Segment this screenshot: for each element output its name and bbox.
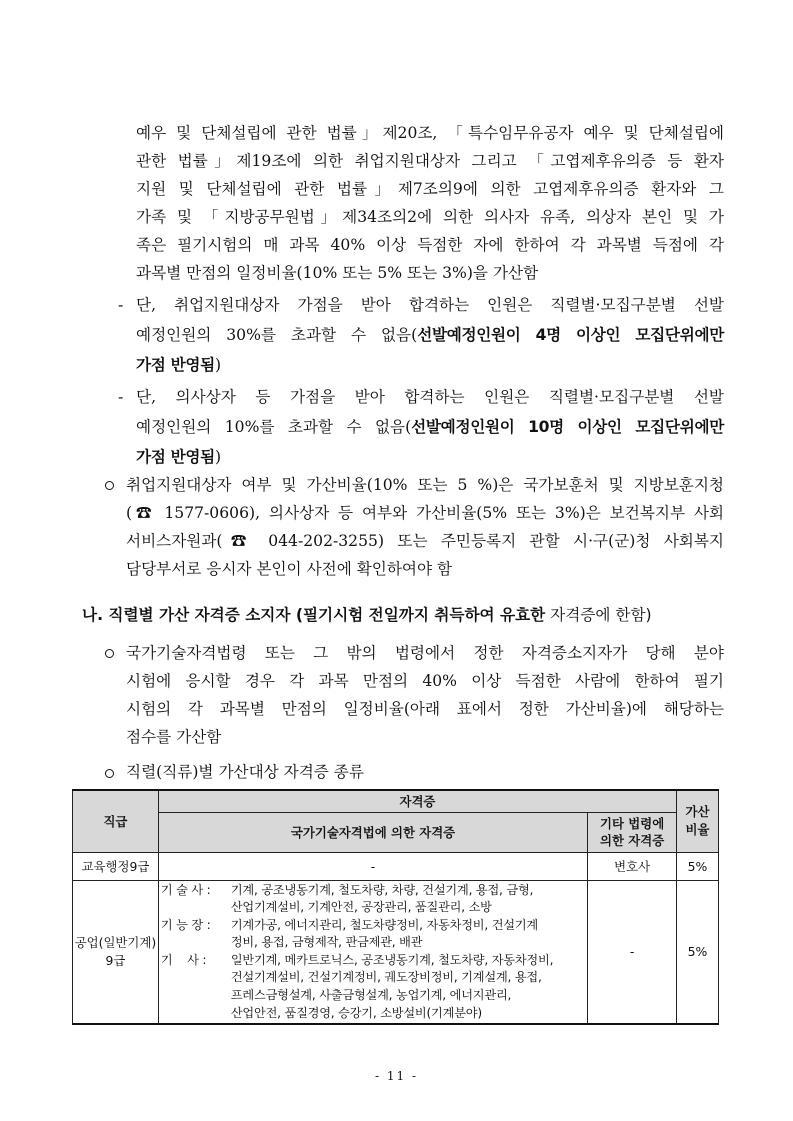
heading-bold: 필기시험 전일까지 취득하여 유효한 <box>302 606 546 624</box>
heading-prefix: 나. 직렬별 가산 자격증 소지자 ( <box>82 606 303 624</box>
header-other-cert <box>588 812 677 852</box>
cell-grade <box>73 880 159 1024</box>
cell-other: 변호사 <box>588 852 677 880</box>
cert-line: 산업안전, 품질경영, 승강기, 소방설비(기계분야) <box>230 1005 482 1020</box>
cert-group-key: 기 술 사 : <box>160 882 211 897</box>
cell-rate: 5% <box>677 880 719 1024</box>
cert-group-values <box>231 882 585 917</box>
header-other-line: 기타 법령에 <box>600 816 665 831</box>
heading-suffix: 자격증에 한함) <box>545 606 652 624</box>
dash-bold-text: 선발예정인원이 4명 이상인 모집단위에만 <box>417 326 724 344</box>
dash-line <box>136 324 724 346</box>
cert-line: 정비, 용접, 금형제작, 판금제관, 배관 <box>230 935 423 950</box>
bullet-line: 시험의 각 과목별 만점의 일정비율(아래 표에서 정한 가산비율)에 해당하는 <box>126 700 724 718</box>
cell-national-list <box>158 880 587 1024</box>
dash-line <box>136 446 724 468</box>
header-rate-line: 가산 <box>685 804 710 820</box>
cert-group <box>161 917 585 952</box>
bullet-line: (☎ 1577-0606), 의사상자 등 여부와 가산비율(5% 또는 3%)은 보건복지부 사회 <box>126 504 724 522</box>
dash-text: ) <box>214 448 222 466</box>
dash-bold-text: 가점 반영됨 <box>136 448 215 466</box>
cert-line: 기계가공, 에너지관리, 철도차량정비, 자동차정비, 건설기계 <box>230 917 539 932</box>
cert-line: 건설기계설비, 건설기계정비, 궤도장비정비, 기계설계, 용접, <box>230 970 542 985</box>
cert-group-values <box>231 952 585 1022</box>
header-grade: 직급 <box>73 790 159 852</box>
dash-line <box>136 354 724 376</box>
certificate-table <box>72 789 719 1025</box>
section-heading <box>82 604 652 626</box>
cert-group <box>161 952 585 1022</box>
header-other-line: 의한 자격증 <box>600 833 665 848</box>
bullet-line: 시험에 응시할 경우 각 과목 만점의 40% 이상 득점한 사람에 한하여 필기 <box>126 672 724 690</box>
dash-bold-text: 선발예정인원이 10명 이상인 모집단위에만 <box>411 418 724 436</box>
dash-line: 단, 의사상자 등 가점을 받아 합격하는 인원은 직렬별·모집구분별 선발 <box>136 388 724 406</box>
header-national-cert: 국가기술자격법에 의한 자격증 <box>158 812 587 852</box>
header-certificate: 자격증 <box>158 790 676 812</box>
bullet-line: 점수를 가산함 <box>126 728 222 746</box>
intro-line: 가족 및 「지방공무원법」제34조의2에 의한 의사자 유족, 의상자 본인 및 가 <box>136 208 724 226</box>
dash-text: 예정인원의 30%를 초과할 수 없음( <box>136 326 418 344</box>
cert-group-values <box>231 917 585 952</box>
cell-grade: 교육행정9급 <box>73 852 159 880</box>
dash-line: 단, 취업지원대상자 가점을 받아 합격하는 인원은 직렬별·모집구분별 선발 <box>136 296 724 314</box>
intro-line: 예우 및 단체설립에 관한 법률」제20조, 「특수임무유공자 예우 및 단체설립에 <box>136 124 724 142</box>
cell-national: - <box>158 852 587 880</box>
page-number: - 11 - <box>374 1069 418 1083</box>
intro-line: 지원 및 단체설립에 관한 법률」제7조의9에 의한 고엽제후유의증 환자와 그 <box>136 180 724 198</box>
intro-line: 과목별 만점의 일정비율(10% 또는 5% 또는 3%)을 가산함 <box>136 264 539 282</box>
cert-line: 산업기계설비, 기계안전, 공장관리, 품질관리, 소방 <box>230 900 492 915</box>
bullet-line: 취업지원대상자 여부 및 가산비율(10% 또는 5 %)은 국가보훈처 및 지방보훈지청 <box>126 476 724 494</box>
dash-text: 예정인원의 10%를 초과할 수 없음( <box>136 418 412 436</box>
cell-grade-line: 9급 <box>105 952 126 968</box>
cert-group <box>161 882 585 917</box>
cert-line: 기계, 공조냉동기계, 철도차량, 차량, 건설기계, 용접, 금형, <box>230 882 534 897</box>
intro-line: 관한 법률」제19조에 의한 취업지원대상자 그리고 「고엽제후유의증 등 환자 <box>136 152 724 170</box>
header-rate-line: 비율 <box>685 822 710 838</box>
circle-bullet-icon <box>105 649 114 658</box>
dash-line <box>136 416 724 438</box>
header-rate <box>677 790 719 852</box>
cert-line: 일반기계, 메카트로닉스, 공조냉동기계, 철도차량, 자동차정비, <box>230 952 554 967</box>
circle-bullet-icon <box>105 481 114 490</box>
cell-rate: 5% <box>677 852 719 880</box>
cert-group-key: 기 능 장 : <box>160 917 211 932</box>
bullet-line: 국가기술자격법령 또는 그 밖의 법령에서 정한 자격증소지자가 당해 분야 <box>126 644 724 662</box>
cert-group-key: 기 사 : <box>160 952 207 967</box>
dash-marker: - <box>118 296 124 314</box>
cell-other: - <box>588 880 677 1024</box>
cell-grade-line: 공업(일반기계) <box>74 934 157 950</box>
bullet-line: 서비스자원과(☎ 044-202-3255) 또는 주민등록지 관할 시·구(군)청 사회복지 <box>126 532 724 550</box>
cert-line: 프레스금형설계, 사출금형설계, 농업기계, 에너지관리, <box>230 988 512 1003</box>
table-row <box>73 852 719 880</box>
dash-marker: - <box>118 388 124 406</box>
table-row <box>73 880 719 1024</box>
intro-line: 족은 필기시험의 매 과목 40% 이상 득점한 자에 한하여 각 과목별 득점에 각 <box>136 236 724 254</box>
bullet-line: 담당부서로 응시자 본인이 사전에 확인하여야 함 <box>126 560 453 578</box>
bullet-line: 직렬(직류)별 가산대상 자격증 종류 <box>126 763 364 781</box>
dash-text: ) <box>214 356 222 374</box>
circle-bullet-icon <box>105 769 114 778</box>
dash-bold-text: 가점 반영됨 <box>136 356 215 374</box>
